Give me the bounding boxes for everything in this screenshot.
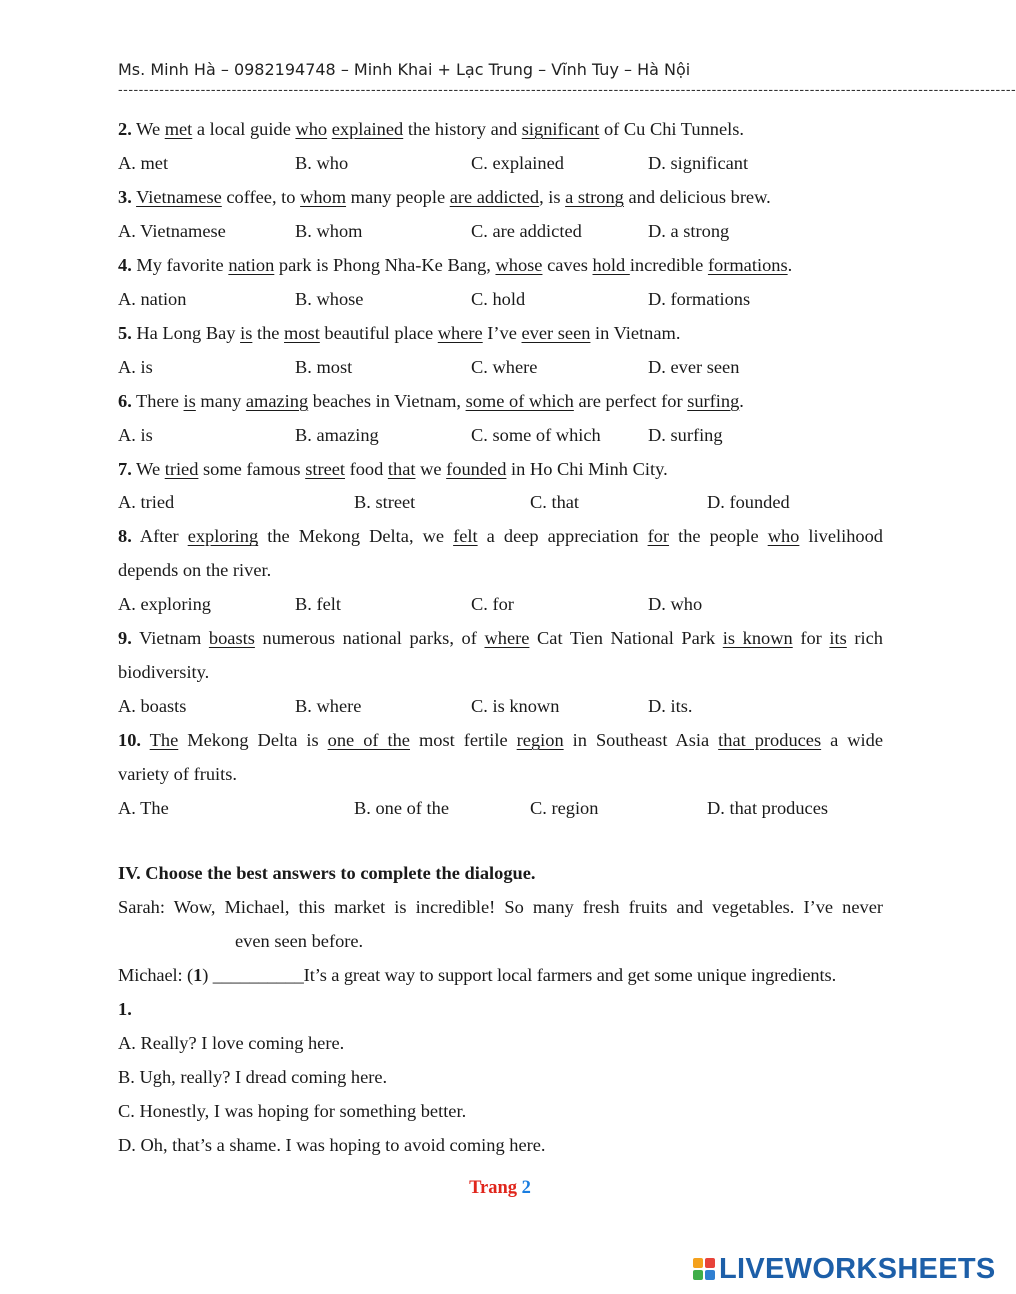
underlined-part: tried [164, 458, 199, 479]
blank-number: 1 [193, 965, 203, 985]
stem-text: a deep appreciation [477, 526, 648, 547]
underlined-part: some of which [465, 390, 574, 411]
underlined-part: hold [592, 254, 630, 275]
question-number: 3. [118, 186, 132, 207]
underlined-part: surfing [687, 390, 740, 411]
underlined-part: is [183, 390, 196, 411]
stem-text [141, 730, 150, 750]
option-a[interactable]: A. is [118, 424, 153, 445]
option-c[interactable]: C. some of which [471, 424, 601, 445]
option-b[interactable]: B. whom [295, 220, 363, 241]
question-stem-cont: depends on the river. [118, 560, 272, 581]
option-c[interactable]: C. for [471, 594, 514, 615]
logo-mark-icon [693, 1258, 715, 1280]
stem-text: of Cu Chi Tunnels. [599, 119, 744, 139]
underlined-part: a strong [565, 186, 624, 207]
option-d[interactable]: D. who [648, 594, 703, 615]
underlined-part: where [437, 322, 483, 343]
option-a[interactable]: A. boasts [118, 696, 187, 717]
footer-word: Trang [469, 1178, 518, 1198]
underlined-part: is known [722, 628, 793, 649]
underlined-part: that [387, 458, 416, 479]
underlined-part: exploring [187, 526, 259, 547]
stem-text: in Ho Chi Minh City. [506, 458, 668, 479]
stem-text: , is [539, 186, 566, 207]
option-b[interactable]: B. amazing [295, 424, 379, 445]
underlined-part: that produces [718, 730, 822, 751]
option-c[interactable]: C. where [471, 356, 538, 377]
stem-text: rich [846, 628, 883, 649]
underlined-part: whom [300, 186, 347, 207]
question-stem [118, 621, 883, 655]
stem-text: the people [669, 526, 768, 547]
question-stem [118, 519, 883, 553]
stem-text: livelihood [799, 526, 884, 547]
options-row [118, 587, 883, 621]
option-b[interactable]: B. felt [295, 594, 341, 615]
page-footer [0, 1178, 1000, 1199]
logo-square-icon [705, 1258, 715, 1268]
option-b[interactable]: B. who [295, 152, 349, 173]
underlined-part: who [767, 526, 800, 547]
underlined-part: for [647, 526, 670, 547]
underlined-part: who [295, 119, 328, 139]
options-row [118, 350, 883, 384]
answer-option-c[interactable]: C. Honestly, I was hoping for something better. [118, 1101, 467, 1121]
stem-text: in Vietnam. [590, 322, 681, 343]
stem-text: Ha Long Bay [131, 322, 241, 343]
underlined-part: its [829, 628, 847, 649]
stem-text: I’ve [482, 322, 522, 343]
header-divider: ------------------------------------------------------------------------------------------------------------------------------------------------------------------------------ [118, 81, 1016, 97]
stem-text: After [131, 526, 188, 547]
stem-text: the history and [403, 119, 522, 139]
stem-text: a local guide [192, 119, 296, 139]
question-stem-cont: biodiversity. [118, 662, 210, 683]
question-stem-cont: variety of fruits. [118, 764, 237, 785]
question-number: 9. [118, 628, 132, 649]
sarah-line: Sarah: Wow, Michael, this market is incredible! So many fresh fruits and vegetables. I’ve never [118, 897, 883, 917]
option-c[interactable]: C. are addicted [471, 220, 582, 241]
stem-text: and delicious brew. [623, 186, 771, 207]
stem-text: coffee, to [221, 186, 301, 207]
stem-text: beaches in Vietnam, [308, 390, 466, 411]
option-c[interactable]: C. region [530, 798, 599, 818]
options-row [118, 146, 883, 180]
stem-text: the Mekong Delta, we [258, 526, 454, 547]
options-row [118, 418, 883, 452]
stem-text: numerous national parks, of [254, 628, 485, 649]
option-a[interactable]: A. exploring [118, 594, 211, 615]
question-number: 7. [118, 458, 132, 479]
underlined-part: boasts [208, 628, 255, 649]
option-d[interactable]: D. its. [648, 696, 693, 717]
option-d[interactable]: D. that produces [707, 798, 829, 818]
stem-text: are perfect for [573, 390, 688, 411]
stem-text: There [131, 390, 184, 411]
stem-text: a wide [821, 730, 884, 751]
underlined-part: Vietnamese [136, 186, 222, 207]
stem-text: We [131, 458, 165, 479]
underlined-part: felt [453, 526, 478, 547]
stem-text: beautiful place [319, 322, 438, 343]
underlined-part: is [240, 322, 253, 343]
stem-text: caves [542, 254, 593, 275]
question-stem [118, 248, 883, 282]
option-d[interactable]: D. ever seen [648, 356, 740, 377]
liveworksheets-logo [693, 1254, 996, 1284]
stem-text: . [787, 254, 793, 275]
options-row [118, 485, 883, 519]
michael-prefix: Michael: ( [118, 965, 194, 985]
option-a[interactable]: A. nation [118, 288, 187, 309]
option-c[interactable]: C. explained [471, 152, 564, 173]
question-number: 6. [118, 390, 132, 411]
underlined-part: explained [331, 119, 404, 139]
options-row [118, 689, 883, 723]
underlined-part: where [484, 628, 530, 649]
question-stem [118, 112, 883, 146]
option-b[interactable]: B. where [295, 696, 362, 717]
option-d[interactable]: D. a strong [648, 220, 730, 241]
question-number: 10. [118, 730, 141, 751]
michael-suffix: ) __________It’s a great way to support local farmers and get some unique ingredients. [202, 965, 837, 985]
underlined-part: ever seen [521, 322, 591, 343]
underlined-part: founded [446, 458, 507, 479]
question-number: 2. [118, 119, 132, 139]
options-row [118, 791, 883, 825]
underlined-part: formations [707, 254, 788, 275]
option-c[interactable]: C. that [530, 492, 580, 513]
stem-text: My favorite [131, 254, 229, 275]
sarah-line-cont: even seen before. [235, 931, 364, 951]
option-c[interactable]: C. hold [471, 288, 526, 309]
stem-text: Mekong Delta is [178, 730, 328, 751]
stem-text: the [252, 322, 285, 343]
logo-square-icon [693, 1258, 703, 1268]
underlined-part: amazing [245, 390, 309, 411]
underlined-part: one of the [327, 730, 410, 751]
question-number: 8. [118, 526, 132, 547]
option-d[interactable]: D. significant [648, 152, 749, 173]
options-row [118, 214, 883, 248]
stem-text: in Southeast Asia [563, 730, 719, 751]
option-a[interactable]: A. met [118, 152, 169, 173]
underlined-part: nation [228, 254, 275, 275]
underlined-part: significant [521, 119, 600, 139]
michael-line [118, 958, 883, 992]
stem-text: many people [346, 186, 450, 207]
question-number: 4. [118, 254, 132, 275]
underlined-part: street [305, 458, 346, 479]
logo-square-icon [705, 1270, 715, 1280]
question-stem [118, 384, 883, 418]
logo-square-icon [693, 1270, 703, 1280]
question-number: 5. [118, 322, 132, 343]
answer-option-b[interactable]: B. Ugh, really? I dread coming here. [118, 1067, 388, 1087]
option-c[interactable]: C. is known [471, 696, 560, 717]
option-a[interactable]: A. Vietnamese [118, 220, 226, 241]
logo-text: LIVEWORKSHEETS [719, 1252, 996, 1285]
stem-text: most fertile [409, 730, 517, 751]
question-stem [118, 452, 883, 486]
header-title: Ms. Minh Hà – 0982194748 – Minh Khai + Lạc Trung – Vĩnh Tuy – Hà Nội [118, 60, 691, 79]
option-d[interactable]: D. founded [707, 492, 790, 513]
underlined-part: met [164, 119, 193, 139]
option-b[interactable]: B. street [354, 492, 416, 513]
underlined-part: are addicted [449, 186, 540, 207]
option-b[interactable]: B. one of the [354, 798, 449, 818]
underlined-part: whose [495, 254, 543, 275]
stem-text: park is Phong Nha-Ke Bang, [274, 254, 496, 275]
stem-text: Vietnam [131, 628, 209, 649]
option-a[interactable]: A. tried [118, 492, 175, 513]
dialogue-question-label: 1. [118, 999, 132, 1019]
option-a[interactable]: A. is [118, 356, 153, 377]
question-stem [118, 180, 883, 214]
stem-text: many [195, 390, 246, 411]
option-d[interactable]: D. formations [648, 288, 751, 309]
stem-text: food [345, 458, 388, 479]
stem-text: incredible [629, 254, 708, 275]
option-b[interactable]: B. whose [295, 288, 364, 309]
stem-text: we [415, 458, 447, 479]
section-title: IV. Choose the best answers to complete the dialogue. [118, 863, 536, 883]
stem-text: for [792, 628, 830, 649]
stem-text: We [131, 119, 165, 139]
answer-option-d[interactable]: D. Oh, that’s a shame. I was hoping to avoid coming here. [118, 1135, 546, 1155]
options-row [118, 282, 883, 316]
underlined-part: region [516, 730, 564, 751]
question-stem [118, 316, 883, 350]
underlined-part: most [284, 322, 320, 343]
answer-option-a[interactable]: A. Really? I love coming here. [118, 1033, 345, 1053]
question-stem [118, 723, 883, 757]
footer-page-number: 2 [521, 1178, 531, 1198]
option-a[interactable]: A. The [118, 798, 169, 818]
option-b[interactable]: B. most [295, 356, 353, 377]
underlined-part: The [149, 730, 179, 751]
stem-text: . [739, 390, 744, 411]
stem-text: some famous [198, 458, 306, 479]
stem-text: Cat Tien National Park [529, 628, 723, 649]
option-d[interactable]: D. surfing [648, 424, 723, 445]
